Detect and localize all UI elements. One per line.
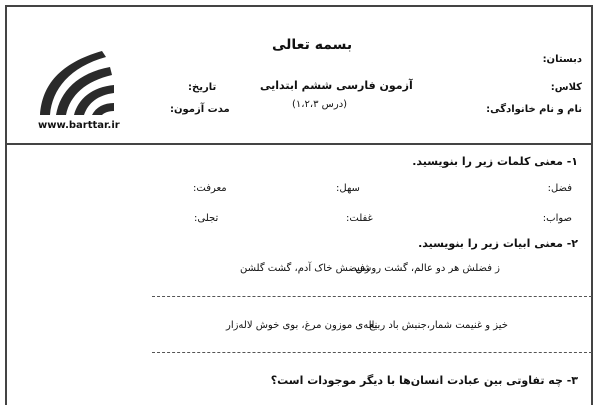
date-label: تاریخ: bbox=[188, 82, 217, 93]
verse-hemistich: ناله‌ی موزون مرغ، بوی خوش لاله‌زار bbox=[226, 320, 378, 331]
class-label: کلاس: bbox=[550, 82, 582, 93]
exam-title: آزمون فارسی ششم ابتدایی bbox=[260, 79, 413, 92]
lessons-label: (درس ۱،۲،۳) bbox=[292, 99, 348, 110]
site-url: www.barttar.ir bbox=[38, 120, 120, 131]
word-label: فضل: bbox=[547, 183, 572, 194]
question-3-title: ۳- چه تفاوتی بین عبادت انسان‌ها با دیگر موجودات است؟ bbox=[270, 374, 578, 387]
name-label: نام و نام خانوادگی: bbox=[486, 104, 582, 115]
question-2-title: ۲- معنی ابیات زیر را بنویسید. bbox=[418, 237, 578, 250]
verse-hemistich: خیز و غنیمت شمار،جنبش باد ربیع bbox=[369, 320, 508, 331]
verse-hemistich: زفیضش خاک آدم، گشت گلشن bbox=[240, 263, 370, 274]
barttar-logo-icon bbox=[30, 45, 120, 119]
duration-label: مدت آزمون: bbox=[170, 104, 230, 115]
school-label: دبستان: bbox=[542, 54, 582, 65]
answer-line bbox=[152, 352, 592, 353]
word-label: تجلی: bbox=[194, 213, 219, 224]
word-label: صواب: bbox=[542, 213, 572, 224]
answer-line bbox=[152, 296, 592, 297]
page-title: بسمه تعالی bbox=[272, 37, 353, 53]
question-1-title: ۱- معنی کلمات زیر را بنویسید. bbox=[412, 155, 578, 168]
word-label: معرفت: bbox=[193, 183, 227, 194]
verse-hemistich: ز فضلش هر دو عالم، گشت روشن bbox=[355, 263, 500, 274]
header-divider bbox=[7, 143, 591, 145]
word-label: سهل: bbox=[336, 183, 360, 194]
word-label: غفلت: bbox=[346, 213, 373, 224]
